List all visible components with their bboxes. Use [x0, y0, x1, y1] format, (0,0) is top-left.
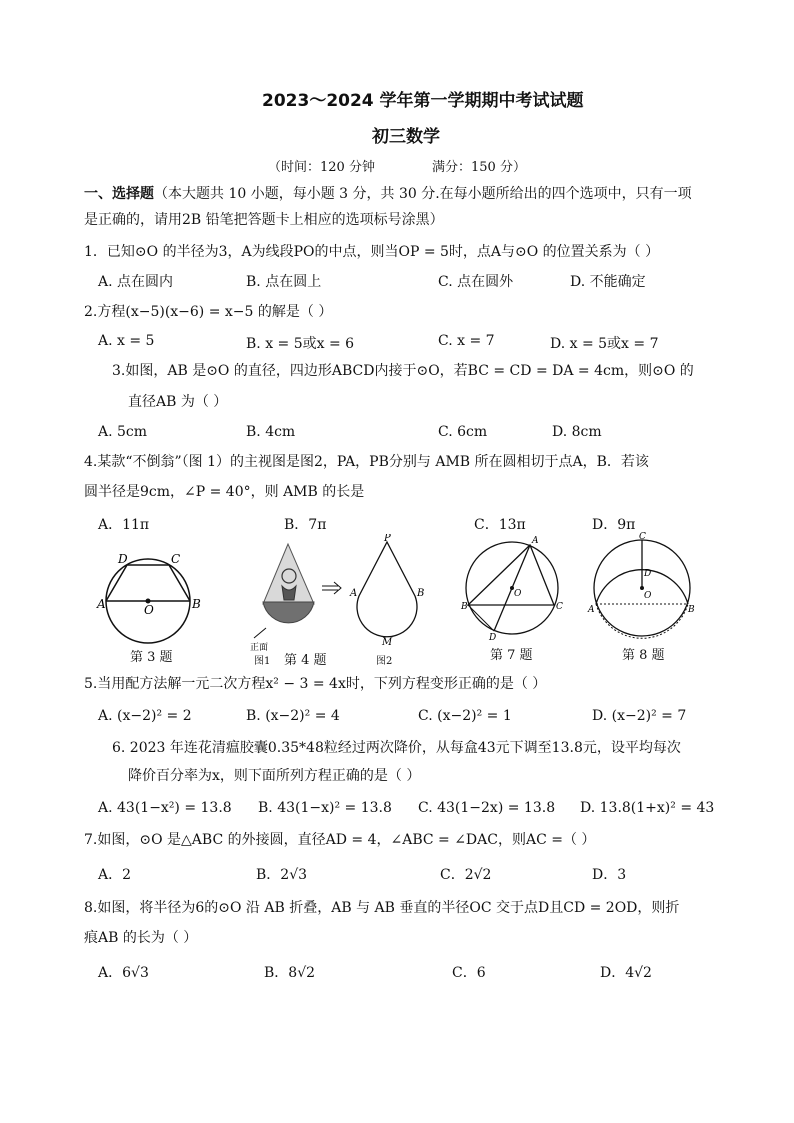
section-header: [84, 184, 692, 204]
q3-option-c: C. 6cm: [438, 424, 488, 440]
q3-stem-line1: 3.如图，AB 是⊙O 的直径，四边形ABCD内接于⊙O，若BC = CD = DA = 4cm，则⊙O 的: [112, 363, 694, 379]
q4-stem-line1: 4.某款“不倒翁”（图 1）的主视图是图2，PA，PB分别与 AMB 所在圆相切于点A，B．若该: [84, 454, 649, 470]
fig7-label-a: A: [532, 536, 539, 546]
q6-option-d: D. 13.8(1+x)² = 43: [580, 800, 715, 816]
q6-stem-line2: 降价百分率为x，则下面所列方程正确的是（ ）: [128, 768, 421, 784]
fig7-label-d: D: [489, 633, 497, 642]
q8-stem-line1: 8.如图，将半径为6的⊙O 沿 AB 折叠，AB 与 AB 垂直的半径OC 交于点D且CD = 2OD，则折: [84, 900, 680, 916]
q3-option-b: B. 4cm: [246, 424, 296, 440]
q1-option-a: A. 点在圆内: [98, 274, 174, 290]
q5-stem: 5.当用配方法解一元二次方程x² − 3 = 4x时，下列方程变形正确的是（ ）: [84, 676, 547, 692]
q8-option-c: C．6: [452, 965, 486, 981]
q7-option-c: C．2√2: [440, 867, 492, 883]
q2-stem: 2.方程(x−5)(x−6) = x−5 的解是（ ）: [84, 304, 333, 320]
section-desc-line1: （本大题共 10 小题，每小题 3 分，共 30 分.在每小题所给出的四个选项中，只有一项: [154, 186, 692, 202]
fig3-caption: 第 3 题: [130, 650, 173, 665]
q5-option-c: C. (x−2)² = 1: [418, 708, 512, 724]
fig3-label-o: O: [144, 603, 154, 617]
q5-option-a: A. (x−2)² = 2: [98, 708, 192, 724]
fig4-sub2: 图2: [376, 656, 393, 667]
q4-option-a: A．11π: [98, 517, 150, 533]
q3-stem-line2: 直径AB 为（ ）: [128, 394, 228, 410]
fig3-label-c: C: [171, 552, 181, 566]
q5-option-b: B. (x−2)² = 4: [246, 708, 340, 724]
figure-q8: [586, 528, 698, 640]
q2-option-d: D. x = 5或x = 7: [550, 336, 659, 352]
score-info: 满分：150 分）: [432, 160, 526, 175]
fig8-label-d: D: [644, 569, 652, 579]
q7-option-b: B．2√3: [256, 867, 308, 883]
q4-option-c: C．13π: [474, 517, 526, 533]
q7-stem: 7.如图，⊙O 是△ABC 的外接圆，直径AD = 4，∠ABC = ∠DAC，则AC =（ ）: [84, 832, 596, 848]
fig8-label-b: B: [688, 605, 695, 615]
fig8-label-a: A: [588, 605, 595, 615]
q8-option-d: D．4√2: [600, 965, 652, 981]
q2-option-b: B. x = 5或x = 6: [246, 336, 355, 352]
q6-option-a: A. 43(1−x²) = 13.8: [98, 800, 232, 816]
fig4-sub1: 图1: [254, 656, 271, 667]
fig8-caption: 第 8 题: [622, 648, 665, 663]
q6-stem-line1: 6. 2023 年连花清瘟胶囊0.35*48粒经过两次降价，从每盒43元下调至13.8元，设平均每次: [112, 740, 681, 756]
q4-option-b: B．7π: [284, 517, 327, 533]
figure-q4: [244, 534, 444, 654]
q5-option-d: D. (x−2)² = 7: [592, 708, 687, 724]
q7-option-d: D．3: [592, 867, 627, 883]
fig8-center-dot: [640, 586, 644, 590]
subject-title: 初三数学: [372, 127, 440, 147]
q2-option-c: C. x = 7: [438, 333, 495, 349]
fig3-label-a: A: [97, 597, 106, 611]
figure-q3: [94, 548, 214, 648]
q1-option-d: D. 不能确定: [570, 274, 646, 290]
fig7-label-c: C: [556, 602, 563, 612]
fig4-arrow-icon: [322, 582, 341, 594]
fig4-label-p: P: [384, 534, 391, 544]
q6-option-c: C. 43(1−2x) = 13.8: [418, 800, 556, 816]
fig4-teardrop: [357, 542, 417, 637]
fig4-label-m: M: [382, 637, 393, 648]
fig7-label-b: B: [461, 602, 468, 612]
q1-option-c: C. 点在圆外: [438, 274, 514, 290]
q3-option-a: A. 5cm: [98, 424, 148, 440]
fig3-label-d: D: [118, 552, 128, 566]
fig7-segment-bd: [468, 605, 494, 631]
q1-option-b: B. 点在圆上: [246, 274, 322, 290]
fig4-front-label: 正面: [250, 643, 269, 653]
fig8-label-c: C: [639, 532, 646, 542]
section-desc-line2: 是正确的，请用2B 铅笔把答题卡上相应的选项标号涂黑）: [84, 212, 444, 228]
time-info: （时间：120 分钟: [268, 160, 375, 175]
fig4-tumbler-base: [263, 602, 314, 623]
q2-option-a: A. x = 5: [98, 333, 155, 349]
figure-q7: [460, 532, 570, 642]
q7-option-a: A．2: [98, 867, 132, 883]
q4-stem-line2: 圆半径是9cm，∠P = 40°，则 AMB 的长是: [84, 484, 365, 500]
q1-stem: 1．已知⊙O 的半径为3，A为线段PO的中点，则当OP = 5时，点A与⊙O 的位置关系为（ ）: [84, 244, 660, 260]
q3-option-d: D. 8cm: [552, 424, 602, 440]
q8-stem-line2: 痕AB 的长为（ ）: [84, 930, 198, 946]
q6-option-b: B. 43(1−x)² = 13.8: [258, 800, 392, 816]
fig4-label-b: B: [417, 588, 425, 599]
fig4-label-a: A: [350, 588, 358, 599]
fig7-caption: 第 7 题: [490, 648, 533, 663]
fig8-label-o: O: [644, 591, 652, 601]
fig8-lower-arc: [596, 604, 688, 638]
exam-title: 2023～2024 学年第一学期期中考试试题: [262, 91, 584, 111]
fig4-front-arrow: [254, 628, 266, 638]
fig4-caption: 第 4 题: [284, 653, 327, 668]
section-label: 一、选择题: [84, 186, 154, 202]
q4-option-d: D．9π: [592, 517, 636, 533]
q8-option-b: B．8√2: [264, 965, 316, 981]
fig3-label-b: B: [192, 597, 201, 611]
q8-option-a: A．6√3: [98, 965, 149, 981]
fig7-label-o: O: [514, 589, 522, 599]
